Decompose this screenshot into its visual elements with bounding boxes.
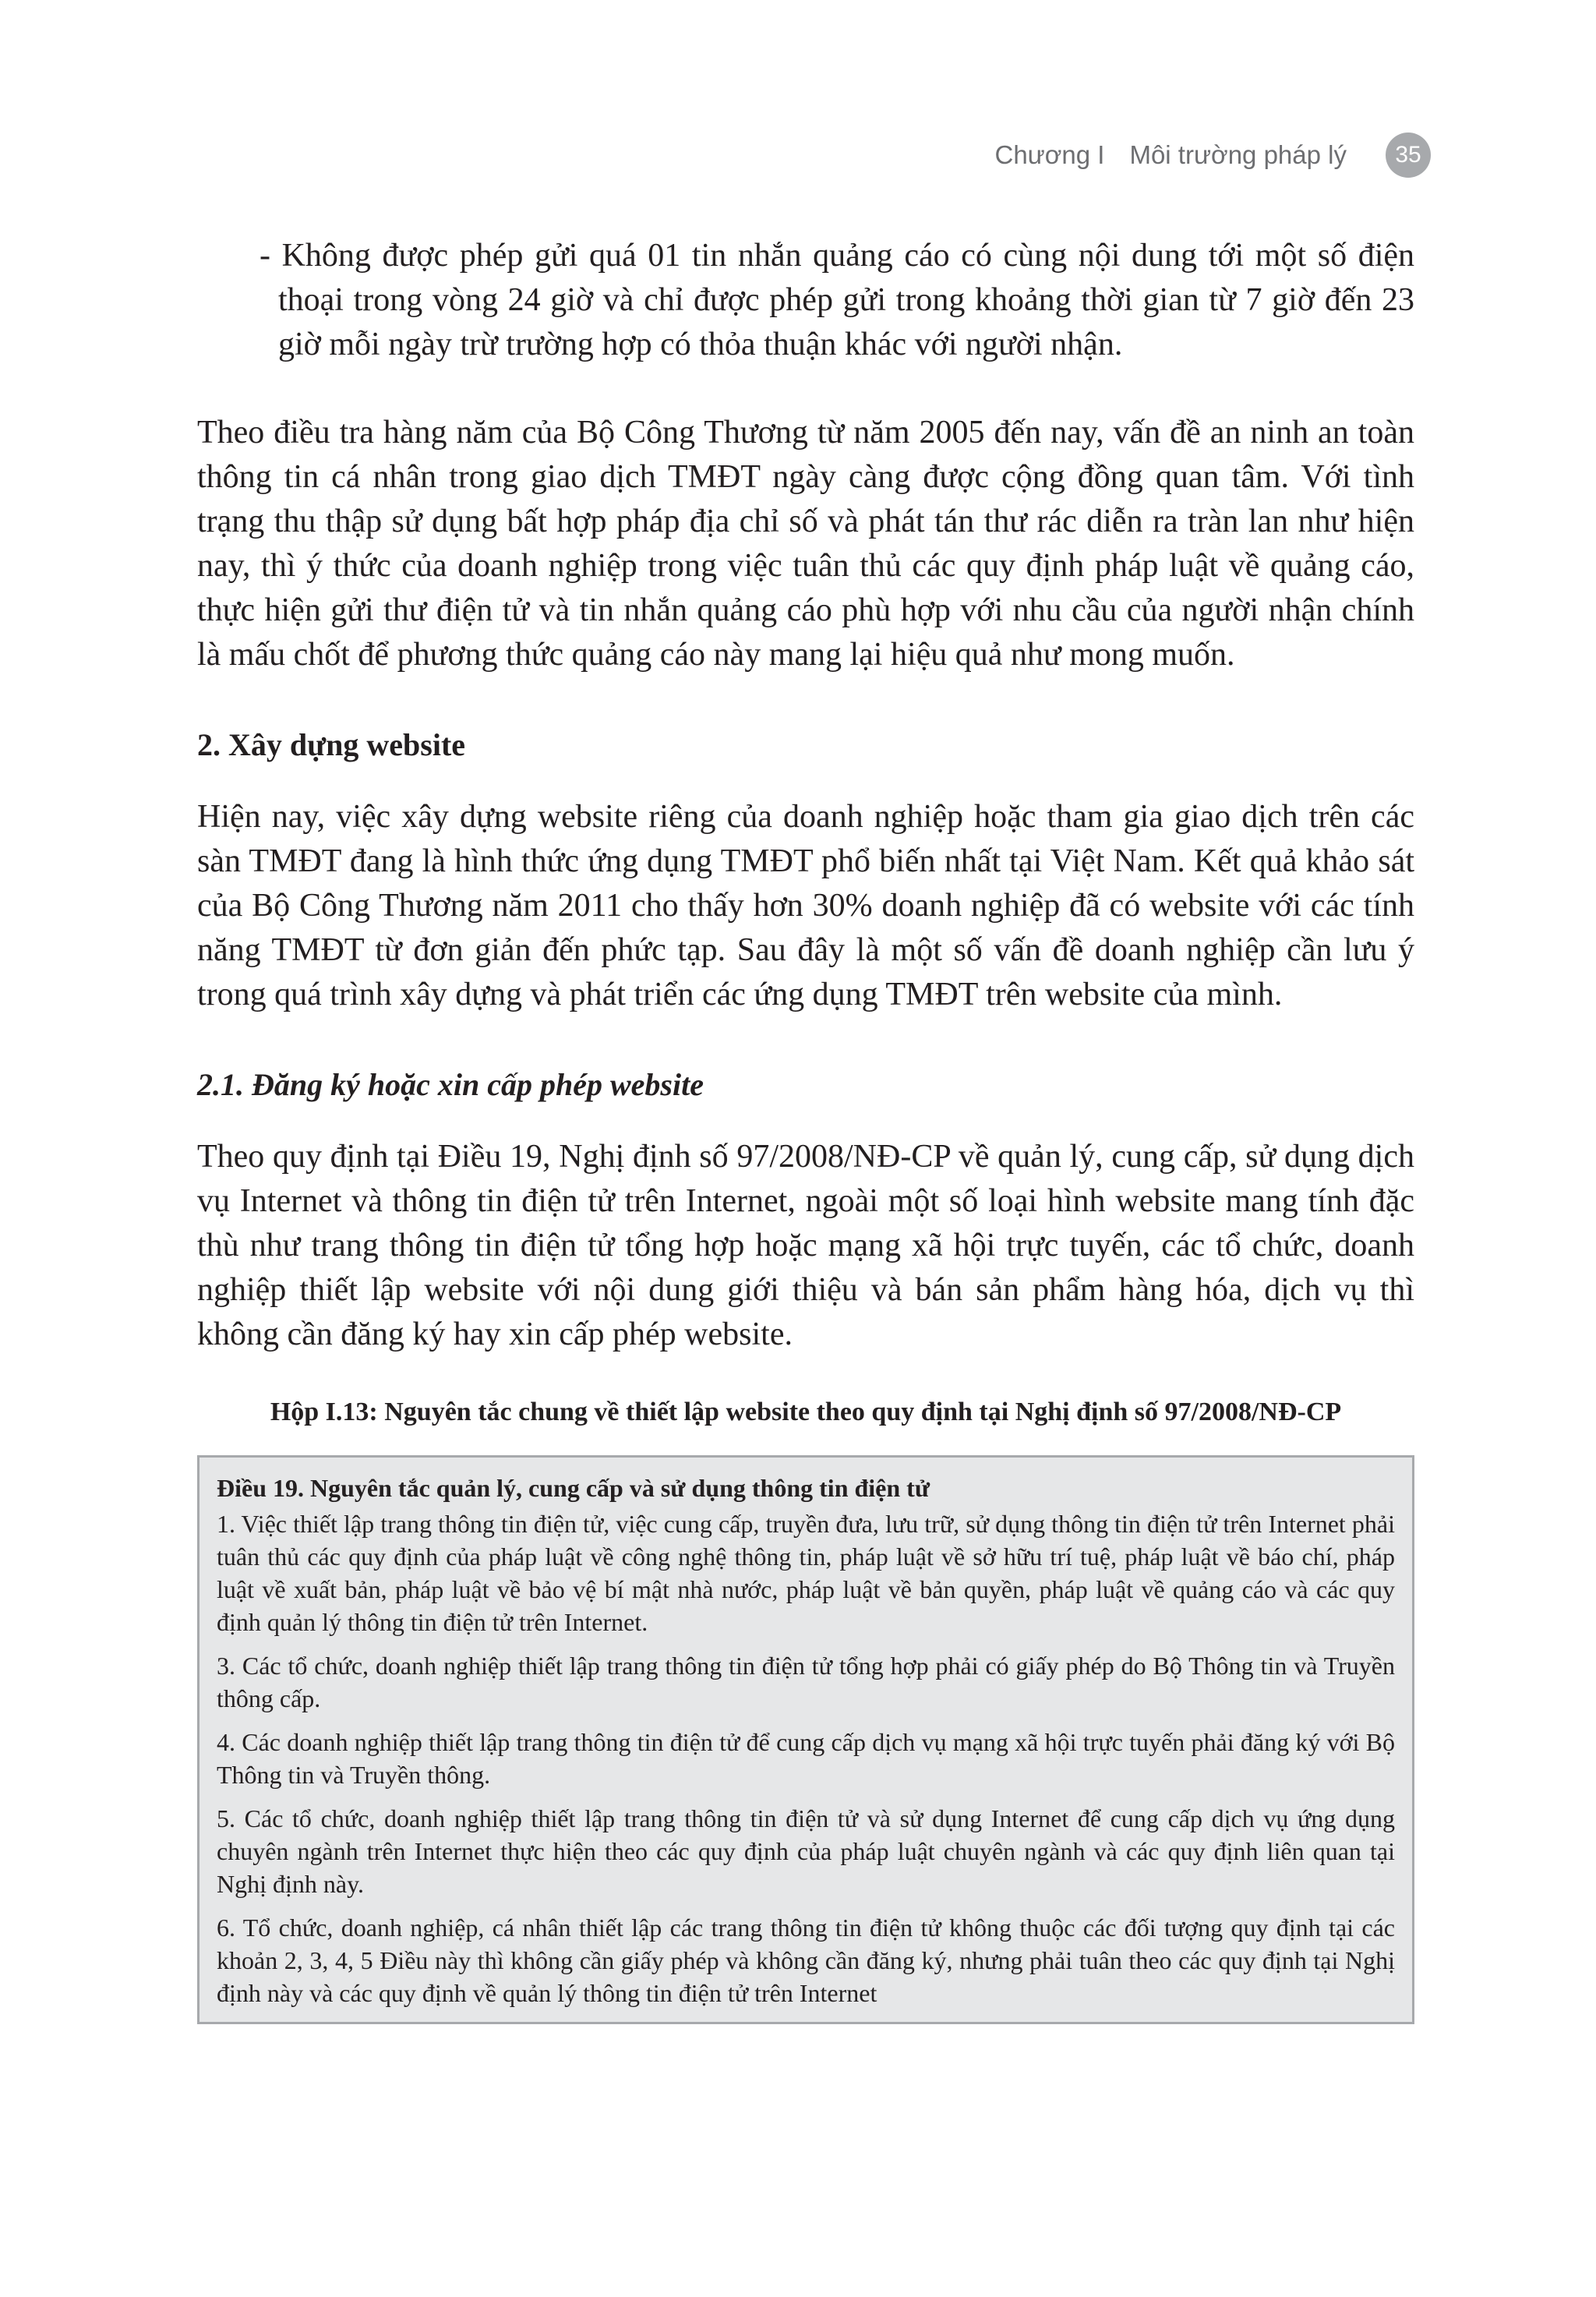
body-paragraph: Theo điều tra hàng năm của Bộ Công Thương từ năm 2005 đến nay, vấn đề an ninh an toàn thông tin cá nhân trong giao dịch TMĐT ngày càng được cộng đồng quan tâm. Với tình trạng thu thập sử dụng bất hợp pháp địa chỉ số và phát tán thư rác diễn ra tràn lan như hiện nay, thì ý thức của doanh nghiệp trong việc tuân thủ các quy định pháp luật về quảng cáo, thực hiện gửi thư điện tử và tin nhắn quảng cáo phù hợp với nhu cầu của người nhận chính là mấu chốt để phương thức quảng cáo này mang lại hiệu quả như mong muốn. [197, 415, 1414, 673]
box-item: 6. Tổ chức, doanh nghiệp, cá nhân thiết lập các trang thông tin điện tử không thuộc các đối tượng quy định tại các khoản 2, 3, 4, 5 Điều này thì không cần giấy phép và không cần đăng ký, nhưng phải tuân theo các quy định tại Nghị định này và các quy định về quản lý thông tin điện tử trên Internet [217, 1914, 1395, 2007]
page-number-badge: 35 [1386, 133, 1431, 178]
bullet-item: - Không được phép gửi quá 01 tin nhắn quảng cáo có cùng nội dung tới một số điện thoại trong vòng 24 giờ và chỉ được phép gửi trong khoảng thời gian từ 7 giờ đến 23 giờ mỗi ngày trừ trường hợp có thỏa thuận khác với người nhận. [260, 238, 1414, 362]
body-paragraph: Theo quy định tại Điều 19, Nghị định số 97/2008/NĐ-CP về quản lý, cung cấp, sử dụng dịch vụ Internet và thông tin điện tử trên Internet, ngoài một số loại hình website mang tính đặc thù như trang thông tin điện tử tổng hợp hoặc mạng xã hội trực tuyến, các tổ chức, doanh nghiệp thiết lập website với nội dung giới thiệu và bán sản phẩm hàng hóa, dịch vụ thì không cần đăng ký hay xin cấp phép website. [197, 1139, 1414, 1352]
body-paragraph: Hiện nay, việc xây dựng website riêng của doanh nghiệp hoặc tham gia giao dịch trên các sàn TMĐT đang là hình thức ứng dụng TMĐT phổ biến nhất tại Việt Nam. Kết quả khảo sát của Bộ Công Thương năm 2011 cho thấy hơn 30% doanh nghiệp đã có website với các tính năng TMĐT từ đơn giản đến phức tạp. Sau đây là một số vấn đề doanh nghiệp cần lưu ý trong quá trình xây dựng và phát triển các ứng dụng TMĐT trên website của mình. [197, 799, 1414, 1012]
section-heading: 2. Xây dựng website [197, 727, 466, 762]
box-item: 1. Việc thiết lập trang thông tin điện tử, việc cung cấp, truyền đưa, lưu trữ, sử dụng thông tin điện tử trên Internet phải tuân thủ các quy định của pháp luật về công nghệ thông tin, pháp luật về sở hữu trí tuệ, pháp luật về báo chí, pháp luật về xuất bản, pháp luật về bảo vệ bí mật nhà nước, pháp luật về bản quyền, pháp luật về quảng cáo và các quy định quản lý thông tin điện tử trên Internet. [217, 1510, 1395, 1636]
box-item: 4. Các doanh nghiệp thiết lập trang thông tin điện tử để cung cấp dịch vụ mạng xã hội trực tuyến phải đăng ký với Bộ Thông tin và Truyền thông. [217, 1728, 1395, 1789]
legal-excerpt-box [197, 1455, 1414, 2024]
article-heading: Điều 19. Nguyên tắc quản lý, cung cấp và sử dụng thông tin điện tử [217, 1474, 930, 1502]
page-body [197, 234, 1414, 2024]
box-item: 5. Các tổ chức, doanh nghiệp thiết lập trang thông tin điện tử và sử dụng Internet để cung cấp dịch vụ ứng dụng chuyên ngành trên Internet thực hiện theo các quy định của pháp luật chuyên ngành và các quy định liên quan tại Nghị định này. [217, 1804, 1395, 1898]
section-label: Môi trường pháp lý [1129, 140, 1347, 169]
chapter-label: Chương I [994, 140, 1105, 169]
box-item: 3. Các tổ chức, doanh nghiệp thiết lập trang thông tin điện tử tổng hợp phải có giấy phép do Bộ Thông tin và Truyền thông cấp. [217, 1652, 1395, 1712]
box-title: Hộp I.13: Nguyên tắc chung về thiết lập website theo quy định tại Nghị định số 97/2008/NĐ-CP [270, 1398, 1342, 1426]
subsection-heading: 2.1. Đăng ký hoặc xin cấp phép website [197, 1067, 704, 1102]
running-header [995, 133, 1432, 178]
